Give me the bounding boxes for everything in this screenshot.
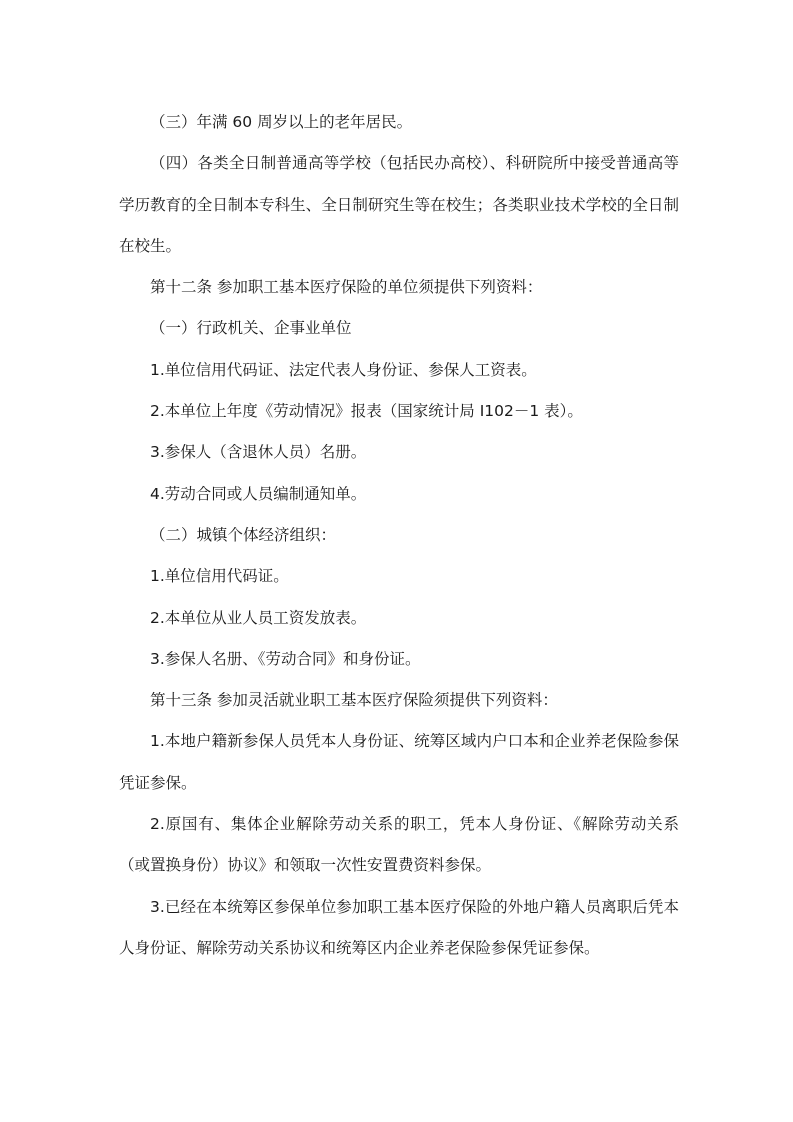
paragraph-list-item: 4.劳动合同或人员编制通知单。 — [150, 484, 367, 503]
document-body — [119, 102, 679, 969]
paragraph-list-item: 2.原国有、集体企业解除劳动关系的职工，凭本人身份证、《解除劳动关系（或置换身份）协议》和领取一次性安置费资料参保。 — [119, 815, 679, 875]
paragraph-list-item: 3.已经在本统筹区参保单位参加职工基本医疗保险的外地户籍人员离职后凭本人身份证、解除劳动关系协议和统筹区内企业养老保险参保凭证参保。 — [119, 897, 679, 957]
paragraph-list-item: 2.本单位上年度《劳动情况》报表（国家统计局 I102－1 表）。 — [150, 402, 583, 421]
paragraph-list-item: 1.本地户籍新参保人员凭本人身份证、统筹区域内户口本和企业养老保险参保凭证参保。 — [119, 732, 679, 792]
paragraph-list-item: 1.单位信用代码证。 — [150, 567, 289, 586]
paragraph-sub-2-individual: （二）城镇个体经济组织： — [150, 525, 337, 544]
paragraph-list-item: 3.参保人（含退休人员）名册。 — [150, 443, 367, 462]
paragraph-list-item: 1.单位信用代码证、法定代表人身份证、参保人工资表。 — [150, 360, 537, 379]
paragraph-list-item: 2.本单位从业人员工资发放表。 — [150, 608, 367, 627]
paragraph-article-12: 第十二条 参加职工基本医疗保险的单位须提供下列资料： — [150, 278, 543, 297]
paragraph-list-item: 3.参保人名册、《劳动合同》和身份证。 — [150, 649, 421, 668]
paragraph-item-3-elderly: （三）年满 60 周岁以上的老年居民。 — [150, 113, 413, 131]
paragraph-sub-1-agencies: （一）行政机关、企事业单位 — [150, 319, 352, 338]
paragraph-article-13: 第十三条 参加灵活就业职工基本医疗保险须提供下列资料： — [150, 691, 558, 710]
paragraph-item-4-students: （四）各类全日制普通高等学校（包括民办高校）、科研院所中接受普通高等学历教育的全日制本专科生、全日制研究生等在校生；各类职业技术学校的全日制在校生。 — [119, 154, 679, 255]
